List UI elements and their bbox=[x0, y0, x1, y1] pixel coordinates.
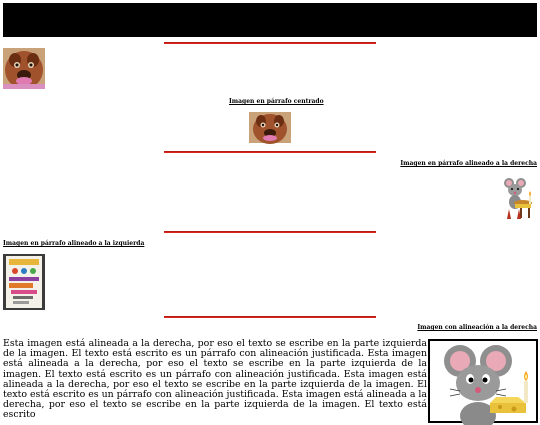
caption-right: Imagen en párrafo alineado a la derecha bbox=[400, 160, 537, 167]
poster-image bbox=[3, 254, 45, 310]
dog-image-centered bbox=[249, 112, 291, 143]
header-banner bbox=[3, 3, 537, 37]
justified-paragraph: Esta imagen está alineada a la derecha, por eso el texto se escribe en la parte izquierda de la imagen. El texto está escrito es un párrafo con alineación justificada. Esta imagen está alineada a la derecha, por eso el texto se escribe en la parte izquierda de la imagen. El texto está escrito es un párrafo con alineación justificada. Esta imagen está alineada a la derecha, por eso el texto se escribe en la parte izquierda de la imagen. El texto está escrito es un párrafo con alineación justificada. Esta imagen está alineada a la derecha, por eso el texto se escribe en la parte izquierda de la imagen. El texto está escrito bbox=[3, 338, 427, 421]
caption-align-right: Imagen con alineación a la derecha bbox=[417, 324, 537, 331]
caption-centered: Imagen en párrafo centrado bbox=[229, 98, 324, 105]
divider-rule-3 bbox=[164, 231, 376, 233]
caption-left: Imagen en párrafo alineado a la izquierda bbox=[3, 240, 145, 247]
divider-rule-1 bbox=[164, 42, 376, 44]
mouse-image-framed bbox=[428, 339, 538, 423]
mouse-image-small bbox=[495, 175, 537, 221]
divider-rule-2 bbox=[164, 151, 376, 153]
divider-rule-4 bbox=[164, 316, 376, 318]
dog-image-top-left bbox=[3, 48, 45, 89]
